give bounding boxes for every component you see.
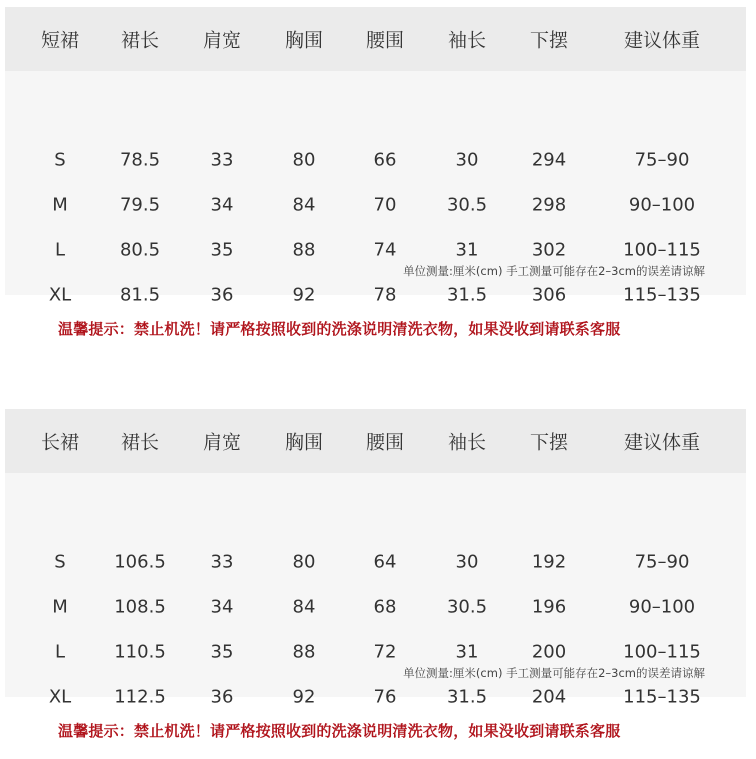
table-header: [5, 7, 746, 71]
table-cell: 75–90: [634, 551, 690, 573]
table-cell: M: [52, 194, 68, 216]
table-cell: 34: [210, 194, 234, 216]
table-cell: 115–135: [623, 686, 701, 708]
table-cell: 90–100: [628, 194, 696, 216]
table-cell: S: [54, 149, 66, 171]
table-row: [5, 637, 746, 667]
header-cell: 腰围: [365, 29, 405, 52]
table-row: [5, 547, 746, 577]
table-cell: 92: [292, 686, 316, 708]
table-cell: 30: [455, 149, 479, 171]
care-warning-text: 温馨提示：禁止机洗！请严格按照收到的洗涤说明清洗衣物，如果没收到请联系客服: [58, 320, 621, 338]
table-cell: 306: [531, 284, 567, 306]
table-cell: 84: [292, 596, 316, 618]
table-cell: 33: [210, 551, 234, 573]
table-cell: 64: [373, 551, 397, 573]
table-row: [5, 145, 746, 175]
header-cell: 裙长: [120, 431, 160, 454]
table-cell: 115–135: [623, 284, 701, 306]
table-cell: 196: [531, 596, 567, 618]
table-cell: L: [54, 239, 66, 261]
table-cell: 200: [531, 641, 567, 663]
table-cell: XL: [48, 686, 72, 708]
header-cell: 短裙: [40, 29, 80, 52]
measurement-note: 单位测量:厘米(cm) 手工测量可能存在2–3cm的误差请谅解: [403, 666, 705, 680]
header-cell: 建议体重: [623, 29, 701, 52]
table-row: [5, 280, 746, 310]
table-cell: 302: [531, 239, 567, 261]
header-cell: 建议体重: [623, 431, 701, 454]
table-cell: 30.5: [446, 194, 488, 216]
table-cell: 80.5: [119, 239, 161, 261]
table-cell: 31.5: [446, 686, 488, 708]
table-row: [5, 235, 746, 265]
table-header: [5, 409, 746, 473]
table-cell: 80: [292, 149, 316, 171]
table-cell: 84: [292, 194, 316, 216]
table-cell: M: [52, 596, 68, 618]
table-row: [5, 682, 746, 712]
table-cell: 75–90: [634, 149, 690, 171]
header-cell: 腰围: [365, 431, 405, 454]
size-table-long-skirt: [5, 409, 746, 708]
header-cell: 袖长: [447, 29, 487, 52]
table-cell: 36: [210, 686, 234, 708]
table-cell: 294: [531, 149, 567, 171]
table-cell: 79.5: [119, 194, 161, 216]
table-row: [5, 190, 746, 220]
table-cell: 81.5: [119, 284, 161, 306]
table-cell: 100–115: [623, 239, 701, 261]
table-cell: 31.5: [446, 284, 488, 306]
table-cell: 90–100: [628, 596, 696, 618]
header-cell: 胸围: [284, 431, 324, 454]
table-cell: 31: [455, 641, 479, 663]
table-cell: 80: [292, 551, 316, 573]
header-cell: 肩宽: [202, 431, 242, 454]
table-cell: 35: [210, 641, 234, 663]
table-cell: 204: [531, 686, 567, 708]
table-cell: 66: [373, 149, 397, 171]
table-cell: 78: [373, 284, 397, 306]
table-cell: 70: [373, 194, 397, 216]
header-cell: 胸围: [284, 29, 324, 52]
header-cell: 裙长: [120, 29, 160, 52]
table-cell: 31: [455, 239, 479, 261]
table-cell: 30: [455, 551, 479, 573]
table-body: [5, 71, 746, 306]
table-cell: 100–115: [623, 641, 701, 663]
table-cell: 108.5: [114, 596, 166, 618]
table-cell: 35: [210, 239, 234, 261]
table-cell: 76: [373, 686, 397, 708]
table-cell: 33: [210, 149, 234, 171]
table-cell: L: [54, 641, 66, 663]
table-cell: 88: [292, 641, 316, 663]
table-cell: 68: [373, 596, 397, 618]
table-cell: 30.5: [446, 596, 488, 618]
size-table-short-skirt: [5, 7, 746, 306]
table-cell: S: [54, 551, 66, 573]
table-cell: 112.5: [114, 686, 166, 708]
table-cell: 106.5: [114, 551, 166, 573]
measurement-note: 单位测量:厘米(cm) 手工测量可能存在2–3cm的误差请谅解: [403, 264, 705, 278]
header-cell: 肩宽: [202, 29, 242, 52]
table-cell: 110.5: [114, 641, 166, 663]
table-cell: 78.5: [119, 149, 161, 171]
table-cell: 88: [292, 239, 316, 261]
care-warning-text: 温馨提示：禁止机洗！请严格按照收到的洗涤说明清洗衣物，如果没收到请联系客服: [58, 722, 621, 740]
table-body: [5, 473, 746, 708]
table-row: [5, 592, 746, 622]
table-cell: 298: [531, 194, 567, 216]
table-cell: 72: [373, 641, 397, 663]
table-cell: 192: [531, 551, 567, 573]
table-cell: 36: [210, 284, 234, 306]
table-cell: 34: [210, 596, 234, 618]
table-cell: 92: [292, 284, 316, 306]
table-cell: 74: [373, 239, 397, 261]
header-cell: 下摆: [529, 29, 569, 52]
header-cell: 袖长: [447, 431, 487, 454]
header-cell: 长裙: [40, 431, 80, 454]
table-cell: XL: [48, 284, 72, 306]
header-cell: 下摆: [529, 431, 569, 454]
